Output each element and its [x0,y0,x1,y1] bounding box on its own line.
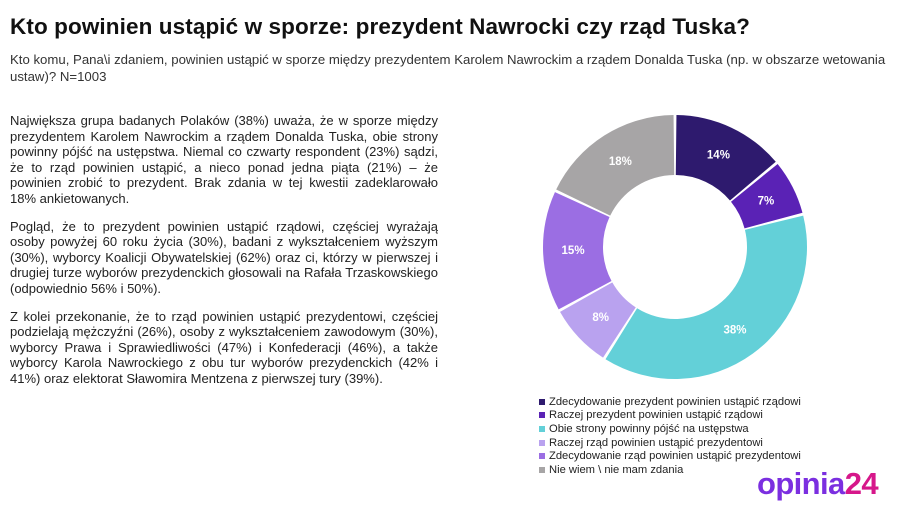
legend-swatch [539,467,545,473]
legend-swatch [539,399,545,405]
summary-paragraph: Z kolei przekonanie, że to rząd powinien ustąpić prezydentowi, częściej podzielają mężczyźni (26%), osoby z wykształceniem zawodowym (30%), wyborcy Prawa i Sprawiedliwości (47%) i Konfederacji (46%), a także wyborcy Karola Nawrockiego z obu tur wyborów prezydenckich (42% i 41%) oraz elektorat Sławomira Mentzena z pierwszej tury (39%). [10,308,438,386]
legend-swatch [539,426,545,432]
legend-swatch [539,412,545,418]
slice-value-label: 7% [757,195,775,208]
legend-label: Zdecydowanie prezydent powinien ustąpić rządowi [549,395,801,408]
summary-text [10,113,438,399]
opinia24-logo [757,466,878,502]
legend-swatch [539,440,545,446]
slice-value-label: 14% [706,149,730,162]
slice-value-label: 18% [608,155,632,168]
legend-swatch [539,453,545,459]
legend-item [539,436,859,450]
summary-paragraph: Pogląd, że to prezydent powinien ustąpić rządowi, częściej wyrażają osoby powyżej 60 roku życia (30%), badani z wykształceniem wyższym (30%), wyborcy Koalicji Obywatelskiej (62%) oraz ci, którzy w pierwszej i drugiej turze wyborów prezydenckich głosowali na Rafała Trzaskowskiego (odpowiednio 56% i 50%). [10,218,438,296]
slice-value-label: 8% [592,311,609,324]
donut-chart-svg [530,112,820,382]
chart-legend [539,395,859,477]
legend-label: Raczej prezydent powinien ustąpić rządowi [549,409,763,422]
slice-value-label: 15% [561,245,585,258]
legend-label: Nie wiem \ nie mam zdania [549,463,684,476]
legend-item [539,395,859,409]
summary-paragraph: Największa grupa badanych Polaków (38%) uważa, że w sporze między prezydentem Karolem Nawrockim a rządem Donalda Tuska, obie strony powinny pójść na ustępstwa. Niemal co czwarty respondent (23%) sądzi, że to rząd powinien ustąpić, a nieco ponad jedna piąta (21%) – że powinien zrobić to prezydent. Brak zdania w tej kwestii zadeklarowało 18% ankietowanych. [10,113,438,206]
page-title: Kto powinien ustąpić w sporze: prezydent Nawrocki czy rząd Tuska? [10,14,750,39]
legend-label: Raczej rząd powinien ustąpić prezydentowi [549,436,763,449]
legend-item [539,422,859,436]
legend-item [539,449,859,463]
logo-number: 24 [844,466,878,501]
legend-label: Obie strony powinny pójść na ustępstwa [549,422,749,435]
donut-slice [606,216,807,379]
donut-chart [530,112,820,382]
slice-value-label: 38% [723,324,747,337]
legend-item [539,409,859,423]
logo-text: opinia [757,466,845,501]
page-subtitle: Kto komu, Pana\i zdaniem, powinien ustąpić w sporze między prezydentem Karolem Nawrockim a rządem Donalda Tuska (np. w obszarze wetowania ustaw)? N=1003 [10,52,886,84]
legend-label: Zdecydowanie rząd powinien ustąpić prezydentowi [549,450,801,463]
